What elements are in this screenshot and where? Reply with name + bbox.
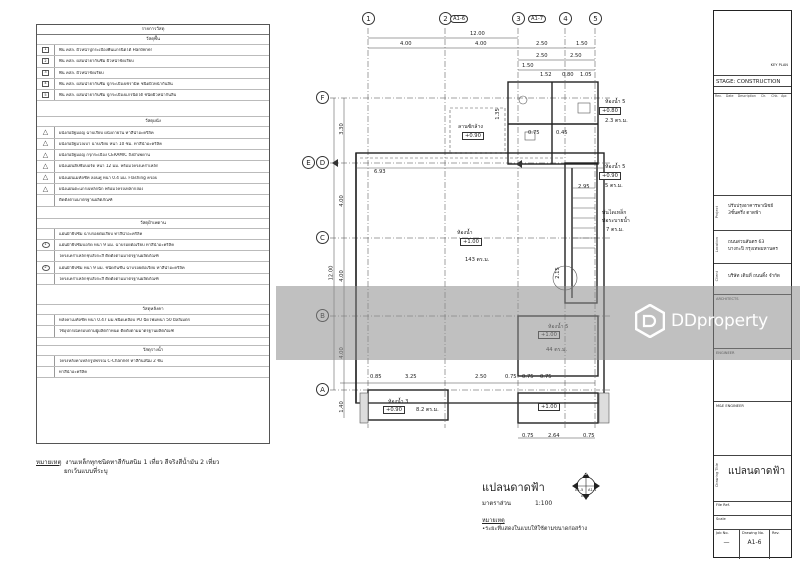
grid-axis-4: 4 [559, 12, 572, 25]
wall-note-row [37, 195, 269, 206]
ceiling-row [37, 229, 269, 240]
dim-total-width: 12.00 [470, 31, 485, 37]
dim-top-3: 2.50 [536, 41, 548, 47]
dim-top-1: 4.00 [400, 41, 412, 47]
project-line-1: ปรับปรุงอาคารพาณิชย์ [728, 204, 774, 209]
roof-row [37, 326, 269, 337]
room-bottom-right-level: +1.00 [538, 403, 560, 411]
dim-small-1: 6.93 [374, 169, 386, 175]
wall-section-title: วัสดุผนัง [37, 117, 269, 127]
dim-small-4: 1.35 [494, 108, 501, 120]
section-marker-a1-6: A1-6 [450, 15, 468, 23]
ceiling-row [37, 240, 269, 251]
drawing-title-row-line [714, 455, 791, 456]
client-row-line [714, 263, 791, 264]
roof-plan-drawing [300, 8, 630, 448]
floor-description: พื้น คสล. ผิวหน้าปูกระเบื้องพื้นแกรนิตโต้ Hardener [59, 48, 153, 53]
floor-section-title: วัสดุพื้น [37, 35, 269, 45]
dim-small-3: 2.15 [554, 267, 561, 279]
dim-bottom-7: 2.64 [548, 433, 560, 439]
dim-top-8: 1.52 [540, 72, 552, 78]
dim-bottom-4: 0.75 [505, 374, 517, 380]
wall-description: ผนังแผ่นเมทัลชีท ลอนคู่ หนา 0.4 มม. Flashing ครอบ [59, 175, 158, 180]
scale-value: 1:100 [534, 500, 553, 507]
dim-bottom-6: 0.75 [540, 374, 552, 380]
ceiling-description: แผ่นฝ้ายิปซั่ม ฉาบรอยต่อเรียบ ทาสีน้ำอะคริลิค [59, 231, 143, 236]
scale-label: มาตราส่วน [482, 500, 511, 507]
ceiling-description: โครงเคร่าเหล็กชุบสังกะสี ติดตั้งตามมาตรฐานผลิตภัณฑ์ [59, 254, 159, 259]
dim-bottom-3: 2.50 [475, 374, 487, 380]
triangle-icon: △ [42, 139, 49, 148]
section-marker-a1-7: A1-7 [528, 15, 546, 23]
drawing-no-value: A1-6 [747, 539, 762, 546]
floor-symbol: 2 [42, 58, 49, 64]
material-schedule [36, 24, 270, 444]
remark-line-2: ยกเว้นแบบที่ระบุ [64, 468, 108, 475]
ceiling-symbol: 2 [42, 265, 50, 271]
location-line-2: บางกะปิ กรุงเทพมหานคร [728, 247, 778, 252]
rev-col-dr: Dr. [761, 94, 766, 98]
ddproperty-logo-icon [635, 304, 665, 338]
client-label: Client [715, 271, 719, 282]
watermark-brand: DDproperty [671, 311, 768, 331]
ceiling-row [37, 274, 269, 285]
job-no-label: Job No. [716, 531, 729, 535]
dim-bottom-2: 3.25 [405, 374, 417, 380]
plan-note-text: •ระยะที่แสดงในแบบให้ใช้ตามขนาดก่อสร้าง [482, 526, 587, 532]
stair-area: 7 ตร.ม. [606, 227, 624, 233]
dim-small-5: 0.75 [528, 130, 540, 136]
scale-block-label: Scale [714, 515, 791, 529]
triangle-icon: △ [42, 128, 49, 137]
general-remark [36, 458, 296, 476]
floor-symbol: 1 [42, 47, 49, 53]
wall-row [37, 150, 269, 161]
triangle-icon: △ [42, 184, 49, 193]
dim-top-5: 2.50 [536, 53, 548, 59]
floor-description: พื้น คสล. ผิวหน้าขัดเรียบ [59, 70, 104, 75]
room-main-level: +1.00 [460, 238, 482, 246]
grid-axis-1: 1 [362, 12, 375, 25]
dim-bottom-8: 0.75 [522, 433, 534, 439]
grid-axis-A: A [316, 383, 329, 396]
rev-col-desc: Description [737, 94, 756, 98]
room-wc3-level: +0.90 [383, 406, 405, 414]
room-wc5a-area: 2.3 ตร.ม. [605, 118, 628, 124]
section-key-symbol [571, 470, 601, 502]
gutter-description: ทาสีน้ำอะคริลิค [59, 369, 88, 374]
wall-description: ผนังแผ่นตะแกรงเหล็กฉีก พร้อมโครงเหล็กกล่อง [59, 187, 144, 192]
key-n: 3 [584, 471, 588, 477]
drawing-number-row [714, 529, 791, 559]
wall-row [37, 161, 269, 172]
plan-note [482, 517, 587, 533]
dim-left-total: 12.00 [328, 265, 335, 281]
key-w: A1-5 [575, 488, 584, 492]
dim-left-2: 4.00 [338, 195, 345, 207]
floor-description: พื้น คสล. ผสมน้ำยากันซึม ปูกระเบื้องแกรนิตโต้ ชนิดผิวหน้ากันลื่น [59, 93, 177, 98]
gutter-description: โครงหลังคาเหล็กรูปพรรณ C-Channel ทาสีกันสนิม 2 ชั้น [59, 358, 163, 363]
wall-description: ผนังก่ออิฐมอญ ฉาบเรียบ ผนังภายใน ทาสีน้ำอะคริลิค [59, 130, 154, 135]
rev-col-rev: Rev. [715, 94, 722, 98]
dim-bottom-9: 0.75 [583, 433, 595, 439]
triangle-icon: △ [42, 173, 49, 182]
ceiling-row [37, 262, 269, 273]
title-block [713, 10, 792, 558]
dim-bottom-5: 0.75 [522, 374, 534, 380]
wall-row [37, 173, 269, 184]
drawing-title: แปลนดาดฟ้า [728, 466, 786, 477]
ceiling-description: โครงเคร่าเหล็กชุบสังกะสี ติดตั้งตามมาตรฐานผลิตภัณฑ์ [59, 276, 159, 281]
dim-top-10: 1.05 [580, 72, 592, 78]
floor-symbol: 4 [42, 81, 49, 87]
dim-small-2: 2.95 [578, 184, 590, 190]
floor-row [37, 56, 269, 67]
roof-section-title: วัสดุหลังคา [37, 305, 269, 315]
room-wc5b-name: ห้องน้ำ 5 [605, 164, 626, 170]
floor-symbol: 5 [42, 92, 49, 98]
drawing-no-label: Drawing No. [742, 531, 765, 535]
floor-row [37, 68, 269, 79]
remark-label: หมายเหตุ [36, 459, 62, 466]
plan-title-block [482, 478, 552, 508]
dim-top-7: 1.50 [522, 63, 534, 69]
grid-axis-D: D [316, 156, 329, 169]
triangle-icon: △ [42, 162, 49, 171]
stage-label: STAGE: CONSTRUCTION [714, 75, 791, 87]
project-row-line [714, 195, 791, 196]
schedule-header: รายการวัสดุ [37, 25, 269, 35]
dim-left-5: 1.40 [338, 401, 345, 413]
roof-row [37, 315, 269, 326]
roof-description: หลังคาเมทัลชีท หนา 0.47 มม.ชนิดเคลือบ PU ฉีดโฟมหนา 50 มิลลิเมตร [59, 318, 190, 323]
floor-row [37, 90, 269, 101]
grid-axis-3: 3 [512, 12, 525, 25]
dim-top-6: 2.50 [570, 53, 582, 59]
ceiling-description: แผ่นฝ้ายิปซั่มบอร์ด หนา 9 มม. ฉาบรอยต่อเรียบ ทาสีน้ำอะคริลิค [59, 242, 174, 247]
dim-left-1: 3.30 [338, 123, 345, 135]
wall-row [37, 139, 269, 150]
project-label: Project [715, 206, 719, 219]
location-line-1: ถนนสวนสันตร 63 [728, 240, 765, 245]
grid-axis-2: 2 [439, 12, 452, 25]
grid-axis-E: E [302, 156, 315, 169]
room-wc5a-name: ห้องน้ำ 5 [605, 99, 626, 105]
floor-row [37, 45, 269, 56]
wall-description: ผนังก่ออิฐมวลเบา ฉาบเรียบ หนา 10 ซม. ทาสีน้ำอะคริลิค [59, 141, 162, 146]
revision-header [714, 93, 791, 101]
floor-row [37, 79, 269, 90]
dim-small-6: 0.45 [556, 130, 568, 136]
gutter-section-title: วัสดุรางน้ำ [37, 346, 269, 356]
wall-description: ผนังก่ออิฐมอญ กรุกระเบื้อง CERAMIC ถึงฝ้าเพดาน [59, 153, 150, 158]
location-row-line [714, 230, 791, 231]
room-wc3-area: 8.2 ตร.ม. [416, 407, 439, 413]
room-laundry-name: ลานซักล้าง [458, 124, 483, 130]
grid-axis-C: C [316, 231, 329, 244]
rev-col-date: Date [725, 94, 734, 98]
room-wc5b-area: 5 ตร.ม. [605, 183, 623, 189]
ceiling-symbol: 1 [42, 242, 50, 248]
key-s: A1-1 [581, 494, 590, 498]
wall-row [37, 127, 269, 138]
watermark [635, 304, 768, 338]
roof-description: ใช้อุปกรณ์ครอบตามผู้ผลิตกำหนด ติดตั้งตามมาตรฐานผลิตภัณฑ์ [59, 329, 175, 334]
ceiling-row [37, 251, 269, 262]
file-ref-label: File Ref. [714, 501, 791, 515]
wall-row [37, 184, 269, 195]
key-plan-label: KEY PLAN [770, 63, 788, 67]
rev-col-apr: Apr. [781, 94, 788, 98]
floor-description: พื้น คสล. ผสมน้ำยากันซึม ผิวหน้าขัดเรียบ [59, 59, 134, 64]
dim-left-3: 4.00 [338, 270, 345, 282]
dim-top-9: 0.80 [562, 72, 574, 78]
floor-symbol: 3 [42, 70, 49, 76]
client-name: บริษัท เดินที่ ถนนดิ้ง จำกัด [728, 274, 780, 279]
rev-col-chk: Chk. [771, 94, 779, 98]
stair-note: บันไดเหล็ก [602, 210, 627, 216]
remark-line-1: งานเหล็กทุกชนิดทาสีกันสนิม 1 เที่ยว สีจริงสีน้ำมัน 2 เที่ยว [65, 459, 220, 466]
room-wc5b-level: +0.90 [599, 172, 621, 180]
drawing-title-label: Drawing Title [715, 463, 719, 487]
location-label: Location [715, 237, 719, 253]
dim-top-2: 4.00 [475, 41, 487, 47]
room-wc5a-level: +0.80 [599, 107, 621, 115]
wall-note: ติดตั้งตามมาตรฐานผลิตภัณฑ์ [59, 198, 113, 203]
plan-note-label: หมายเหตุ [482, 518, 505, 524]
gutter-row [37, 367, 269, 378]
grid-axis-5: 5 [589, 12, 602, 25]
room-laundry-level: +0.90 [462, 132, 484, 140]
rev-label: Rev. [772, 531, 780, 535]
triangle-icon: △ [42, 150, 49, 159]
room-main-area: 143 ตร.ม. [465, 257, 490, 263]
dim-bottom-1: 0.85 [370, 374, 382, 380]
room-wc3-name: ห้องน้ำ 3 [388, 399, 409, 405]
plan-title: แปลนดาดฟ้า [482, 481, 545, 494]
key-e: A1-4 [588, 488, 597, 492]
me-engineer-label: M&E ENGINEER [714, 401, 791, 410]
grid-axis-F: F [316, 91, 329, 104]
wall-description: ผนังแผ่นยิปซัมบอร์ด หนา 12 มม. พร้อมโครงเคร่าเหล็ก [59, 164, 159, 169]
room-main-name: ห้องน้ำ [457, 230, 473, 236]
dim-top-4: 1.50 [576, 41, 588, 47]
ceiling-description: แผ่นฝ้ายิปซั่ม หนา 9 มม. ชนิดกันชื้น ฉาบรอยต่อเรียบ ทาสีน้ำอะคริลิค [59, 265, 185, 270]
stair-note-2: ท่อระบายน้ำ [602, 218, 630, 224]
gutter-row [37, 356, 269, 367]
floor-description: พื้น คสล. ผสมน้ำยากันซึม ปูกระเบื้องเซรามิค ชนิดผิวหน้ากันลื่น [59, 81, 173, 86]
ceiling-section-title: วัสดุฝ้าเพดาน [37, 219, 269, 229]
job-no-value: — [723, 539, 730, 546]
project-line-2: 3ชั้นครึ่ง ดาดฟ้า [728, 211, 761, 216]
